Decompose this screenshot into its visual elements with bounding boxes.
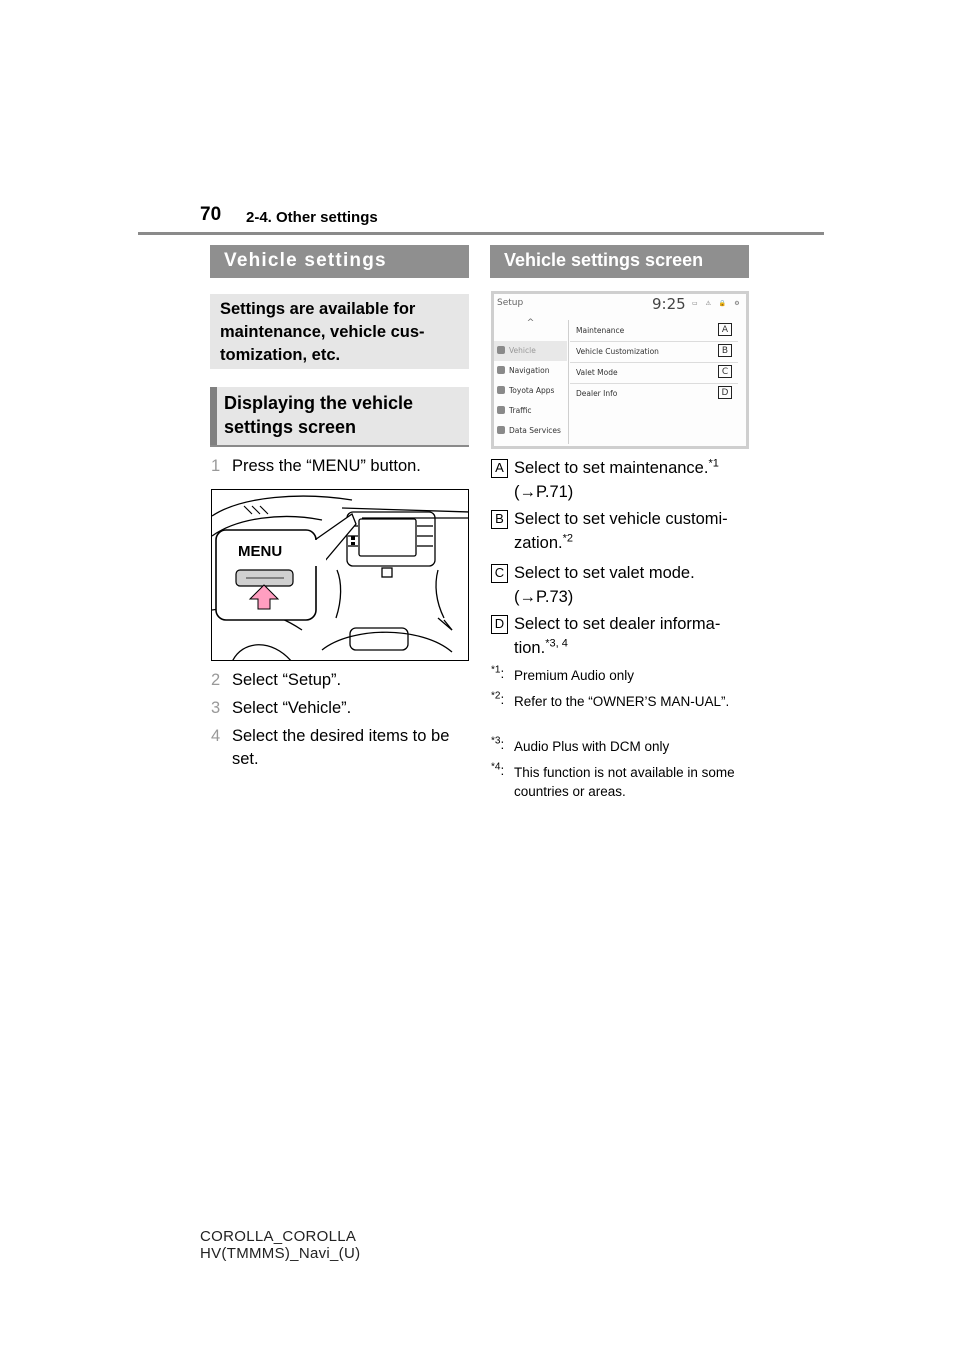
item-page-ref: (→P.73) bbox=[514, 588, 574, 606]
footnote-text: Audio Plus with DCM only bbox=[514, 739, 670, 754]
step-number: 4 bbox=[211, 727, 221, 745]
subheading-text: Displaying the vehicle settings screen bbox=[224, 393, 414, 437]
side-item-label: Vehicle bbox=[509, 346, 536, 355]
footnote-3 bbox=[491, 735, 756, 757]
item-c bbox=[491, 561, 756, 611]
row-callout-box: C bbox=[718, 365, 732, 378]
step-text: Select “Setup”. bbox=[232, 671, 342, 689]
item-description: Select to set dealer informa-tion. bbox=[514, 615, 721, 657]
item-footnote-ref: *3, 4 bbox=[545, 637, 568, 650]
screen-side-item-toyota-apps bbox=[494, 381, 567, 401]
footnote-mark: $^{*2}$: bbox=[491, 690, 505, 707]
screen-divider bbox=[568, 320, 569, 444]
screen-clock: 9:25 bbox=[652, 295, 686, 313]
footnote-1 bbox=[491, 664, 756, 686]
screen-row-maintenance bbox=[570, 321, 738, 342]
item-text bbox=[514, 456, 754, 504]
item-a bbox=[491, 456, 756, 506]
navigation-icon bbox=[497, 366, 505, 374]
label-box-d: D bbox=[491, 615, 508, 634]
screen-side-item-traffic bbox=[494, 401, 567, 421]
footnote-2 bbox=[491, 690, 756, 732]
label-box-a: A bbox=[491, 459, 508, 478]
subheading-box bbox=[210, 387, 469, 445]
item-footnote-ref: *1 bbox=[708, 457, 719, 470]
row-label: Vehicle Customization bbox=[576, 347, 659, 356]
item-b bbox=[491, 507, 756, 559]
footer-line-1: COROLLA_COROLLA bbox=[200, 1228, 357, 1245]
vehicle-settings-heading-text: Vehicle settings bbox=[224, 250, 387, 271]
car-icon bbox=[497, 346, 505, 354]
screen-side-item-data-services bbox=[494, 421, 567, 441]
footer-model-code bbox=[200, 1228, 360, 1262]
footer-line-2: HV(TMMMS)_Navi_(U) bbox=[200, 1245, 361, 1262]
item-description: Select to set vehicle customi-zation. bbox=[514, 510, 728, 552]
step-text: Select “Vehicle”. bbox=[232, 699, 352, 717]
setup-screen-image bbox=[491, 291, 749, 449]
row-callout-box: D bbox=[718, 386, 732, 399]
side-item-label: Navigation bbox=[509, 366, 550, 375]
screen-row-vehicle-customization bbox=[570, 342, 738, 363]
item-text bbox=[514, 561, 754, 609]
row-callout-box: B bbox=[718, 344, 732, 357]
vehicle-settings-heading bbox=[210, 245, 469, 278]
footnote-mark: $^{*3}$: bbox=[491, 735, 505, 752]
step-1 bbox=[211, 455, 473, 479]
item-page-ref: (→P.71) bbox=[514, 483, 574, 501]
item-text bbox=[514, 507, 754, 555]
side-item-label: Traffic bbox=[509, 406, 532, 415]
dashboard-drawing bbox=[212, 490, 469, 661]
item-footnote-ref: *2 bbox=[562, 532, 574, 545]
screen-row-valet-mode bbox=[570, 363, 738, 384]
item-text bbox=[514, 612, 754, 660]
footnote-text: Premium Audio only bbox=[514, 668, 635, 683]
footnote-mark: $^{*4}$: bbox=[491, 761, 505, 778]
data-icon bbox=[497, 426, 505, 434]
vehicle-settings-screen-heading-text: Vehicle settings screen bbox=[504, 250, 704, 270]
step-4 bbox=[211, 725, 473, 773]
row-label: Maintenance bbox=[576, 326, 625, 335]
vehicle-settings-screen-heading bbox=[490, 245, 749, 278]
screen-row-dealer-info bbox=[570, 384, 738, 404]
item-description: Select to set maintenance. bbox=[514, 459, 709, 477]
header-rule bbox=[138, 232, 824, 235]
footnote-4 bbox=[491, 761, 756, 803]
step-2 bbox=[211, 669, 473, 693]
screen-side-item-vehicle bbox=[494, 341, 567, 361]
intro-box bbox=[210, 294, 469, 369]
step-3 bbox=[211, 697, 473, 721]
label-box-c: C bbox=[491, 564, 508, 583]
screen-status-icons: ▭ ⚠ 🔒 ⚙ bbox=[692, 300, 743, 307]
row-label: Valet Mode bbox=[576, 368, 618, 377]
step-number: 1 bbox=[211, 457, 221, 475]
section-title: 2-4. Other settings bbox=[246, 209, 378, 226]
traffic-icon bbox=[497, 406, 505, 414]
intro-text: Settings are available for maintenance, vehicle cus-tomization, etc. bbox=[220, 300, 425, 364]
step-text: Select the desired items to be set. bbox=[232, 727, 450, 768]
page-number: 70 bbox=[200, 204, 222, 225]
screen-setup-title: Setup bbox=[497, 298, 524, 308]
row-label: Dealer Info bbox=[576, 389, 618, 398]
step-text: Press the “MENU” button. bbox=[232, 457, 421, 475]
item-description: Select to set valet mode. bbox=[514, 564, 695, 582]
step-number: 2 bbox=[211, 671, 221, 689]
label-box-b: B bbox=[491, 510, 508, 529]
row-callout-box: A bbox=[718, 323, 732, 336]
dashboard-illustration bbox=[211, 489, 469, 661]
screen-scroll-up-icon: ^ bbox=[526, 318, 535, 328]
side-item-label: Toyota Apps bbox=[509, 386, 555, 395]
footnote-text: Refer to the “OWNER’S MAN-UAL”. bbox=[514, 694, 730, 709]
menu-label: MENU bbox=[238, 543, 283, 560]
item-d bbox=[491, 612, 756, 664]
subheading-rule bbox=[210, 445, 469, 447]
footnote-mark: $^{*1}$: bbox=[491, 664, 505, 681]
step-number: 3 bbox=[211, 699, 221, 717]
side-item-label: Data Services bbox=[509, 426, 561, 435]
footnote-text: This function is not available in some countries or areas. bbox=[514, 765, 735, 799]
apps-icon bbox=[497, 386, 505, 394]
screen-side-item-navigation bbox=[494, 361, 567, 381]
